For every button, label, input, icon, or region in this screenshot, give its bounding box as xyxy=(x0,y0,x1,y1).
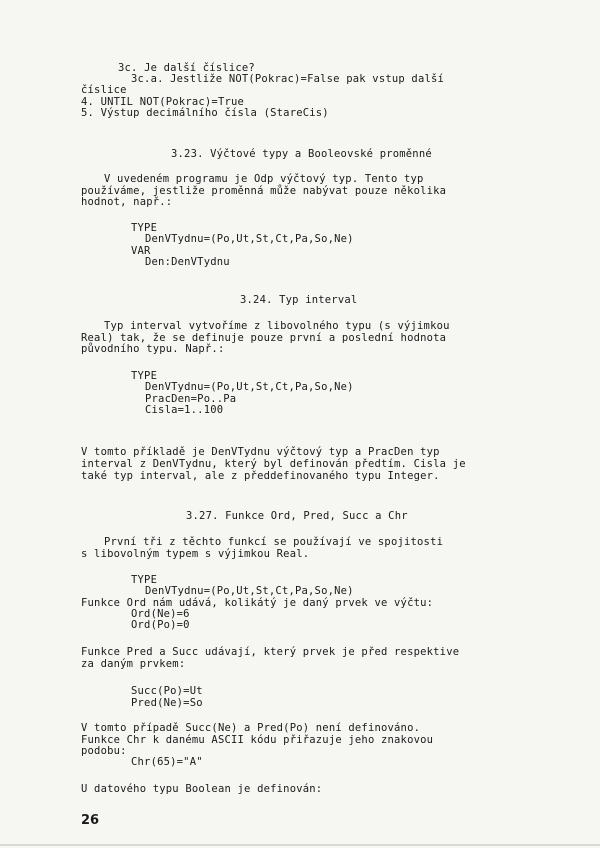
text-line: V uvedeném programu je Odp výčtový typ. Tento typ xyxy=(104,173,424,185)
code-line: Succ(Po)=Ut xyxy=(131,685,203,697)
text-line: původního typu. Např.: xyxy=(81,343,225,355)
section-heading: 3.24. Typ interval xyxy=(240,294,358,306)
text-line: podobu: xyxy=(81,745,127,757)
text-line: číslice xyxy=(81,84,127,96)
code-line: TYPE xyxy=(131,574,158,586)
section-heading: 3.27. Funkce Ord, Pred, Succ a Chr xyxy=(186,510,408,522)
text-line: V tomto příkladě je DenVTydnu výčtový typ a PracDen typ xyxy=(81,446,440,458)
code-line: Chr(65)="A" xyxy=(131,756,203,768)
code-line: DenVTydnu=(Po,Ut,St,Ct,Pa,So,Ne) xyxy=(145,585,354,597)
text-line: 5. Výstup decimálního čísla (StareCis) xyxy=(81,107,329,119)
page-number: 26 xyxy=(81,813,100,828)
code-line: Den:DenVTydnu xyxy=(145,256,230,268)
code-line: Ord(Ne)=6 xyxy=(131,608,190,620)
code-line: DenVTydnu=(Po,Ut,St,Ct,Pa,So,Ne) xyxy=(145,233,354,245)
code-line: TYPE xyxy=(131,370,158,382)
text-line: s libovolným typem s výjimkou Real. xyxy=(81,548,310,560)
code-line: VAR xyxy=(131,245,151,257)
code-line: PracDen=Po..Pa xyxy=(145,393,237,405)
text-line: Funkce Ord nám udává, kolikátý je daný prvek ve výčtu: xyxy=(81,597,434,609)
text-line: také typ interval, ale z předdefinovaného typu Integer. xyxy=(81,470,440,482)
text-line: 4. UNTIL NOT(Pokrac)=True xyxy=(81,96,245,108)
page-edge xyxy=(0,844,600,846)
section-heading: 3.23. Výčtové typy a Booleovské proměnné xyxy=(171,148,432,160)
code-line: DenVTydnu=(Po,Ut,St,Ct,Pa,So,Ne) xyxy=(145,381,354,393)
text-line: V tomto případě Succ(Ne) a Pred(Po) není definováno. xyxy=(81,722,421,734)
text-line: hodnot, např.: xyxy=(81,196,173,208)
text-line: U datového typu Boolean je definován: xyxy=(81,783,323,795)
text-line: interval z DenVTydnu, který byl definován předtím. Cisla je xyxy=(81,458,466,470)
text-line: Funkce Chr k danému ASCII kódu přiřazuje jeho znakovou xyxy=(81,734,434,746)
code-line: Cisla=1..100 xyxy=(145,404,224,416)
text-line: 3c. Je další číslice? xyxy=(118,62,255,74)
text-line: za daným prvkem: xyxy=(81,658,186,670)
code-line: Pred(Ne)=So xyxy=(131,697,203,709)
text-line: První tři z těchto funkcí se používají ve spojitosti xyxy=(104,536,444,548)
code-line: TYPE xyxy=(131,222,158,234)
text-line: Real) tak, že se definuje pouze první a poslední hodnota xyxy=(81,332,447,344)
text-line: Funkce Pred a Succ udávají, který prvek je před respektive xyxy=(81,646,460,658)
text-line: Typ interval vytvoříme z libovolného typu (s výjimkou xyxy=(104,320,450,332)
text-line: používáme, jestliže proměnná může nabývat pouze několika xyxy=(81,185,447,197)
code-line: Ord(Po)=0 xyxy=(131,619,190,631)
text-line: 3c.a. Jestliže NOT(Pokrac)=False pak vstup další xyxy=(131,73,445,85)
